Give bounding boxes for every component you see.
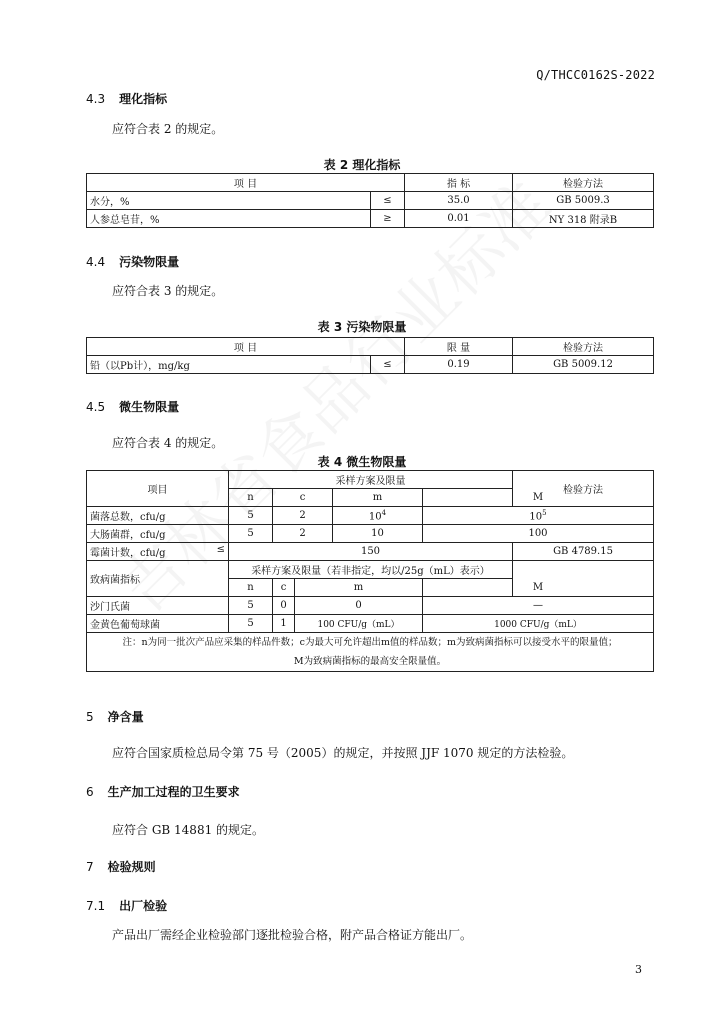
cell-method: GB 4789.15 — [513, 543, 654, 561]
section-5-heading — [86, 708, 144, 725]
page-number: 3 — [635, 963, 642, 976]
table-row — [87, 210, 654, 228]
cell-m: 100 CFU/g（mL） — [295, 615, 423, 633]
cell-item: 沙门氏菌 — [87, 597, 229, 615]
header-n: n — [229, 489, 273, 507]
cell-value: 150 — [229, 543, 513, 561]
cell-method: GB 5009.3 — [513, 192, 654, 210]
table-2-caption: 表 2 理化指标 — [323, 158, 401, 172]
document-code: Q/THCC0162S-2022 — [536, 68, 655, 82]
cell-item: 铅（以Pb计），mg/kg — [87, 356, 371, 374]
table-3 — [86, 337, 654, 374]
cell-symbol: ≤ — [371, 356, 405, 374]
cell-n: 5 — [229, 597, 273, 615]
header-M: M — [423, 489, 654, 507]
cell-method: NY 318 附录B — [513, 210, 654, 228]
section-title: 理化指标 — [119, 92, 168, 106]
cell-m — [333, 507, 423, 525]
header-method: 检验方法 — [513, 471, 654, 507]
section-title: 生产加工过程的卫生要求 — [107, 785, 240, 799]
cell-item: 菌落总数，cfu/g — [87, 507, 229, 525]
cell-m: 10 — [333, 525, 423, 543]
section-4-5-heading — [86, 398, 179, 415]
header-item: 项 目 — [87, 338, 405, 356]
table-row — [87, 615, 654, 633]
cell-M — [423, 507, 654, 525]
table-row — [87, 561, 654, 579]
table-header-row — [87, 338, 654, 356]
section-4-4-text: 应符合表 3 的规定。 — [112, 284, 224, 298]
section-number: 4.3 — [86, 92, 106, 106]
cell-method: GB 5009.12 — [513, 356, 654, 374]
table-4-caption: 表 4 微生物限量 — [317, 455, 407, 469]
header-m: m — [295, 579, 423, 597]
section-title: 微生物限量 — [119, 400, 180, 414]
cell-value: 35.0 — [405, 192, 513, 210]
table-3-caption: 表 3 污染物限量 — [317, 320, 407, 334]
cell-item: 人参总皂苷，% — [87, 210, 371, 228]
cell-m-exponent: 4 — [381, 508, 387, 517]
cell-M-base: 10 — [529, 511, 543, 523]
section-number: 6 — [86, 785, 94, 799]
section-4-4-heading — [86, 253, 179, 270]
section-title: 检验规则 — [107, 860, 156, 874]
header-indicator: 指 标 — [405, 174, 513, 192]
table-header-row — [87, 174, 654, 192]
cell-n: 5 — [229, 507, 273, 525]
note-line-1: 注：n为同一批次产品应采集的样品件数；c为最大可允许超出m值的样品数；m为致病菌指标可以接受水平的限量值； — [122, 637, 618, 648]
note-line-2: M为致病菌指标的最高安全限量值。 — [293, 656, 447, 667]
cell-m-base: 10 — [368, 511, 382, 523]
section-number: 5 — [86, 710, 94, 724]
table-row — [87, 543, 654, 561]
cell-symbol: ≥ — [371, 210, 405, 228]
cell-c: 1 — [273, 615, 295, 633]
header-c: c — [273, 489, 333, 507]
section-number: 4.5 — [86, 400, 106, 414]
cell-item: 大肠菌群，cfu/g — [87, 525, 229, 543]
cell-M: 100 — [423, 525, 654, 543]
cell-symbol: ≤ — [216, 544, 225, 555]
section-title: 污染物限量 — [119, 255, 180, 269]
table-row — [87, 507, 654, 525]
section-4-3-text: 应符合表 2 的规定。 — [112, 122, 224, 136]
table-note-row — [87, 633, 654, 672]
table-note — [87, 633, 654, 672]
cell-n: 5 — [229, 615, 273, 633]
section-7-heading — [86, 858, 156, 875]
section-number: 7 — [86, 860, 94, 874]
cell-symbol: ≤ — [371, 192, 405, 210]
cell-item: 水分，% — [87, 192, 371, 210]
section-5-text: 应符合国家质检总局令第 75 号（2005）的规定，并按照 JJF 1070 规定的方法检验。 — [112, 746, 574, 760]
section-4-5-text: 应符合表 4 的规定。 — [112, 436, 224, 450]
section-title: 净含量 — [107, 710, 144, 724]
section-number: 7.1 — [86, 899, 106, 913]
cell-c: 2 — [273, 507, 333, 525]
cell-n: 5 — [229, 525, 273, 543]
header-M: M — [423, 579, 654, 597]
section-number: 4.4 — [86, 255, 106, 269]
table-4 — [86, 470, 654, 672]
header-m: m — [333, 489, 423, 507]
section-6-heading — [86, 783, 240, 800]
header-c: c — [273, 579, 295, 597]
cell-pathogen-plan: 采样方案及限量（若非指定，均以/25g（mL）表示） — [229, 561, 513, 579]
section-6-text: 应符合 GB 14881 的规定。 — [112, 823, 265, 837]
cell-c: 2 — [273, 525, 333, 543]
section-7-1-heading — [86, 897, 167, 914]
cell-M: — — [423, 597, 654, 615]
header-method: 检验方法 — [513, 174, 654, 192]
header-method: 检验方法 — [513, 338, 654, 356]
cell-value: 0.19 — [405, 356, 513, 374]
cell-item — [87, 543, 229, 561]
header-sampling-plan: 采样方案及限量 — [229, 471, 513, 489]
cell-item: 金黄色葡萄球菌 — [87, 615, 229, 633]
table-row — [87, 597, 654, 615]
table-row — [87, 356, 654, 374]
table-2 — [86, 173, 654, 228]
cell-c: 0 — [273, 597, 295, 615]
cell-pathogen-label: 致病菌指标 — [87, 561, 229, 597]
header-limit: 限 量 — [405, 338, 513, 356]
table-row — [87, 525, 654, 543]
header-item: 项 目 — [87, 174, 405, 192]
section-7-1-text: 产品出厂需经企业检验部门逐批检验合格，附产品合格证方能出厂。 — [112, 928, 473, 942]
table-header-row — [87, 471, 654, 489]
header-item: 项目 — [87, 471, 229, 507]
header-n: n — [229, 579, 273, 597]
cell-item-label: 霉菌计数，cfu/g — [90, 548, 166, 559]
section-title: 出厂检验 — [119, 899, 168, 913]
cell-value: 0.01 — [405, 210, 513, 228]
cell-m: 0 — [295, 597, 423, 615]
section-4-3-heading — [86, 90, 167, 107]
cell-M-exponent: 5 — [542, 508, 547, 517]
table-row — [87, 192, 654, 210]
cell-M: 1000 CFU/g（mL） — [423, 615, 654, 633]
